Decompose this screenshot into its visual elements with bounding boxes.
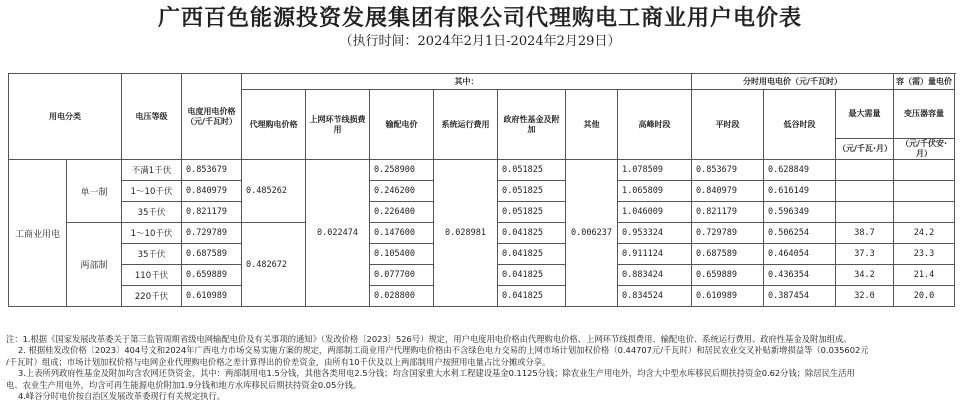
- cell-other: 0.006237: [566, 160, 618, 307]
- cell-price: 0.610989: [182, 286, 242, 307]
- table-row: [9, 160, 955, 181]
- footnote-line: 注：1.根据《国家发展改革委关于第三监管周期省级电网输配电价及有关事项的通知》（发改价格〔2023〕526号）规定，用户电度用电价格由代理购电价格、上网环节线损费用、输配电价、系统运行费用、政府性基金及附加组成。: [6, 334, 852, 344]
- cell-max-demand: [836, 181, 894, 202]
- header-tou: 分时用电电价（元/千瓦时）: [692, 74, 894, 90]
- cell-flat: 0.687589: [692, 244, 764, 265]
- cell-peak: 1.078509: [618, 160, 692, 181]
- cell-max-demand: 37.3: [836, 244, 894, 265]
- cell-fund: 0.041825: [498, 223, 566, 244]
- header-voltage: 电压等级: [122, 74, 182, 160]
- header-upper-loss: 上网环节线损费用: [306, 90, 370, 160]
- header-transformer: 变压器容量: [894, 90, 955, 139]
- cell-system-cost: 0.028981: [434, 160, 498, 307]
- header-category: 用电分类: [9, 74, 122, 160]
- cell-transmission: 0.077700: [370, 265, 434, 286]
- header-max-demand-unit: （元/千瓦·月）: [836, 139, 894, 160]
- cell-transformer: 23.3: [894, 244, 955, 265]
- cell-flat: 0.840979: [692, 181, 764, 202]
- cell-voltage: 1～10千伏: [122, 223, 182, 244]
- category-dual: 两部制: [67, 223, 122, 307]
- cell-voltage: 110千伏: [122, 265, 182, 286]
- cell-peak: 0.953324: [618, 223, 692, 244]
- cell-transformer: 24.2: [894, 223, 955, 244]
- cell-valley: 0.596349: [764, 202, 836, 223]
- cell-transmission: 0.246200: [370, 181, 434, 202]
- cell-voltage: 35千伏: [122, 202, 182, 223]
- header-capacity: 容（需）量电价: [894, 74, 955, 90]
- header-row-1: [9, 74, 955, 90]
- cell-fund: 0.051825: [498, 202, 566, 223]
- electricity-price-table: [8, 73, 955, 307]
- cell-fund: 0.051825: [498, 181, 566, 202]
- cell-max-demand: [836, 160, 894, 181]
- cell-max-demand: 32.0: [836, 286, 894, 307]
- cell-fund: 0.041825: [498, 244, 566, 265]
- header-transmission: 输配电价: [370, 90, 434, 160]
- cell-max-demand: [836, 202, 894, 223]
- cell-voltage: 220千伏: [122, 286, 182, 307]
- cell-valley: 0.628849: [764, 160, 836, 181]
- footnote-line: 2. 根据桂发改价格〔2023〕404号文和2024年广西电力市场交易实施方案的规定，两部制工商业用户代理购电价格由不含绿色电力交易的上网市场计划加权价格（0.44707元/千瓦时）和居民农业交叉补贴新增损益等（0.035602元: [18, 345, 869, 356]
- cell-fund: 0.051825: [498, 160, 566, 181]
- cell-transmission: 0.105400: [370, 244, 434, 265]
- cell-price: 0.687589: [182, 244, 242, 265]
- cell-valley: 0.464054: [764, 244, 836, 265]
- header-flat: 平时段: [692, 90, 764, 160]
- cell-transformer: [894, 202, 955, 223]
- header-max-demand: 最大需量: [836, 90, 894, 139]
- cell-max-demand: 34.2: [836, 265, 894, 286]
- footnote-line: 3.上表所列政府性基金及附加均含农网还贷资金，其中：两部制用电1.5分钱，其他各类用电2.5分钱；均含国家重大水利工程建设基金0.1125分钱；除农业生产用电外，均含大中型水库移民后期扶持资金0.62分钱；除居民生活用: [18, 368, 855, 379]
- cell-valley: 0.436354: [764, 265, 836, 286]
- cell-flat: 0.853679: [692, 160, 764, 181]
- header-peak: 高峰时段: [618, 90, 692, 160]
- category-commercial: 工商业用电: [9, 160, 67, 307]
- cell-voltage: 1～10千伏: [122, 181, 182, 202]
- cell-flat: 0.610989: [692, 286, 764, 307]
- footnotes: [6, 334, 956, 402]
- cell-price: 0.853679: [182, 160, 242, 181]
- cell-transmission: 0.226400: [370, 202, 434, 223]
- cell-valley: 0.616149: [764, 181, 836, 202]
- cell-fund: 0.041825: [498, 265, 566, 286]
- cell-agent-single: 0.485262: [242, 160, 306, 223]
- header-other: 其他: [566, 90, 618, 160]
- page-subtitle: （执行时间：2024年2月1日-2024年2月29日）: [339, 34, 621, 49]
- cell-flat: 0.729789: [692, 223, 764, 244]
- cell-upper-loss: 0.022474: [306, 160, 370, 307]
- cell-transmission: 0.028800: [370, 286, 434, 307]
- cell-price: 0.659889: [182, 265, 242, 286]
- cell-voltage: 35千伏: [122, 244, 182, 265]
- cell-fund: 0.041825: [498, 286, 566, 307]
- cell-peak: 1.046009: [618, 202, 692, 223]
- header-system: 系统运行费用: [434, 90, 498, 160]
- footnote-line: 电、农业生产用电外，均含可再生能源电价附加1.9分钱和地方水库移民后期扶持资金0.05分钱。: [6, 379, 362, 390]
- header-price: 电度用电价格（元/千瓦时）: [182, 74, 242, 160]
- footnote-line: /千瓦时）组成；市场计划加权价格与电网企业代理购电价格之差计算得出的价差资金，由所有10千伏及以上两部制用户按照用电量占比分摊或分享。: [6, 356, 551, 367]
- cell-peak: 1.065809: [618, 181, 692, 202]
- cell-voltage: 不满1千伏: [122, 160, 182, 181]
- cell-price: 0.821179: [182, 202, 242, 223]
- category-single: 单一制: [67, 160, 122, 223]
- cell-agent-dual: 0.482672: [242, 223, 306, 307]
- page-title: 广西百色能源投资发展集团有限公司代理购电工商业用户电价表: [157, 5, 802, 31]
- cell-transformer: 21.4: [894, 265, 955, 286]
- cell-price: 0.840979: [182, 181, 242, 202]
- header-transformer-unit: （元/千伏安·月）: [894, 139, 955, 160]
- cell-transmission: 0.147600: [370, 223, 434, 244]
- header-fund: 政府性基金及附加: [498, 90, 566, 160]
- cell-peak: 0.834524: [618, 286, 692, 307]
- cell-valley: 0.387454: [764, 286, 836, 307]
- footnote-line: 4.峰谷分时电价按自治区发展改革委现行有关规定执行。: [18, 391, 226, 402]
- cell-price: 0.729789: [182, 223, 242, 244]
- cell-transformer: [894, 160, 955, 181]
- cell-peak: 0.883424: [618, 265, 692, 286]
- cell-transmission: 0.258900: [370, 160, 434, 181]
- cell-flat: 0.659889: [692, 265, 764, 286]
- cell-transformer: 20.0: [894, 286, 955, 307]
- cell-flat: 0.821179: [692, 202, 764, 223]
- header-agent: 代理购电价格: [242, 90, 306, 160]
- header-among: 其中：: [242, 74, 692, 90]
- cell-peak: 0.911124: [618, 244, 692, 265]
- header-valley: 低谷时段: [764, 90, 836, 160]
- cell-valley: 0.506254: [764, 223, 836, 244]
- cell-max-demand: 38.7: [836, 223, 894, 244]
- cell-transformer: [894, 181, 955, 202]
